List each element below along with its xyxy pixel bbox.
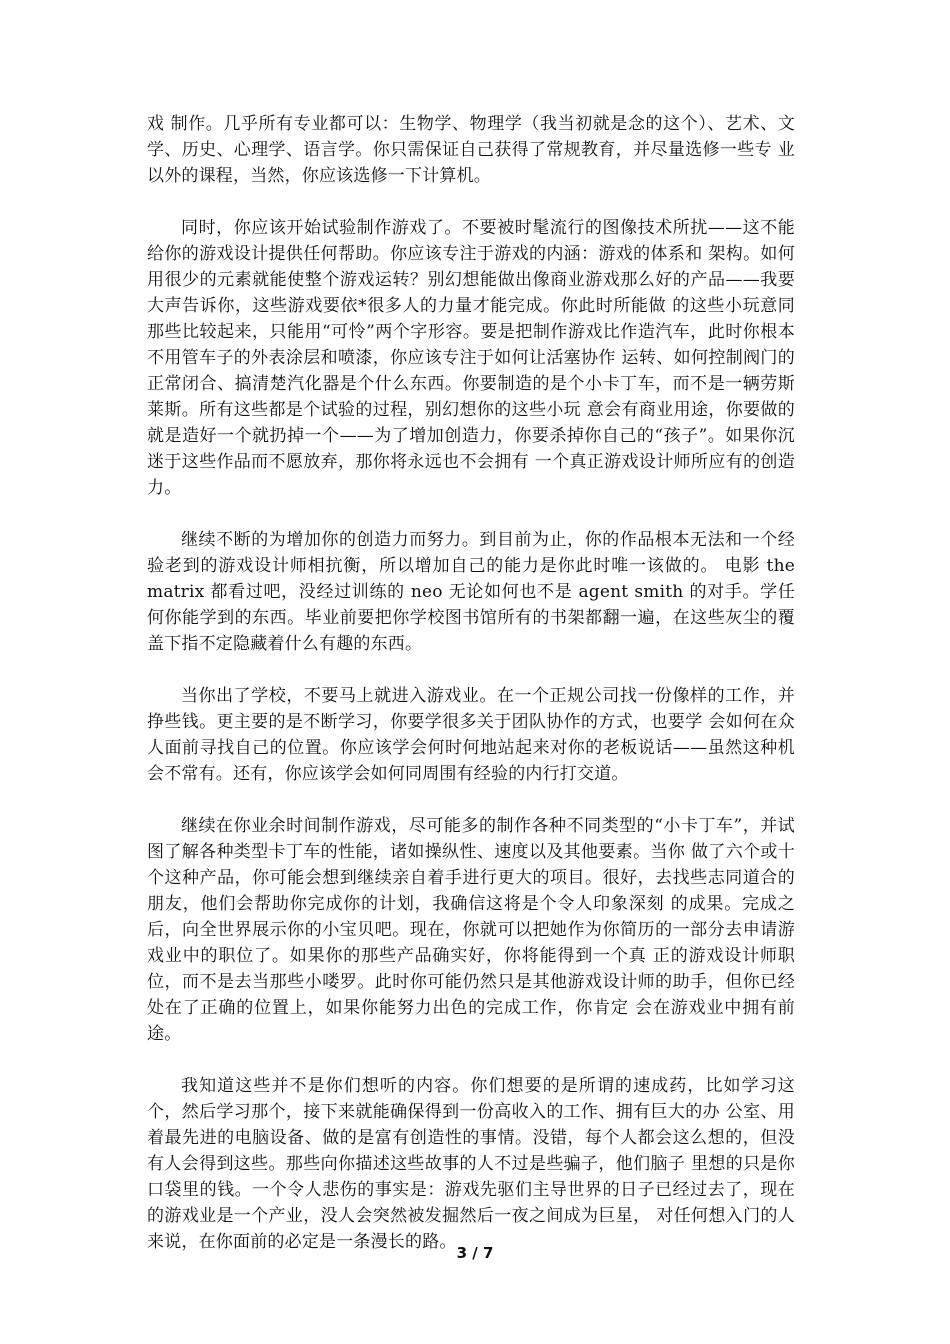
paragraph-2: 同时，你应该开始试验制作游戏了。不要被时髦流行的图像技术所扰——这不能给你的游戏设计提供任何帮助。你应该专注于游戏的内涵：游戏的体系和 架构。如何用很少的元素就能使整个游戏运转？别幻想能做出像商业游戏那么好的产品——我要大声告诉你，这些游戏要依*很多人的力量才能完成。你此时所能做 的这些小玩意同那些比较起来，只能用“可怜”两个字形容。要是把制作游戏比作造汽车，此时你根本不用管车子的外表涂层和喷漆，你应该专注于如何让活塞协作 运转、如何控制阀门的正常闭合、搞清楚汽化器是个什么东西。你要制造的是个小卡丁车，而不是一辆劳斯莱斯。所有这些都是个试验的过程，别幻想你的这些小玩 意会有商业用途，你要做的就是造好一个就扔掉一个——为了增加创造力，你要杀掉你自己的“孩子”。如果你沉迷于这些作品而不愿放弃，那你将永远也不会拥有 一个真正游戏设计师所应有的创造力。	[147, 218, 795, 498]
page-number: 3 / 7	[456, 1244, 494, 1262]
paragraph-3: 继续不断的为增加你的创造力而努力。到目前为止，你的作品根本无法和一个经验老到的游戏设计师相抗衡，所以增加自己的能力是你此时唯一该做的。 电影 the matrix 都看过吧，没经过训练的 neo 无论如何也不是 agent smith 的对手。学任何你能学到的东西。毕业前要把你学校图书馆所有的书架都翻一遍，在这些灰尘的覆盖下指不定隐藏着什么有趣的东西。	[147, 530, 795, 654]
body-text	[147, 111, 795, 1281]
paragraph-4: 当你出了学校，不要马上就进入游戏业。在一个正规公司找一份像样的工作，并挣些钱。更主要的是不断学习，你要学很多关于团队协作的方式，也要学 会如何在众人面前寻找自己的位置。你应该学会何时何地站起来对你的老板说话——虽然这种机会不常有。还有，你应该学会如何同周围有经验的内行打交道。	[147, 686, 795, 784]
paragraph-5: 继续在你业余时间制作游戏，尽可能多的制作各种不同类型的“小卡丁车”，并试图了解各种类型卡丁车的性能，诸如操纵性、速度以及其他要素。当你 做了六个或十个这种产品，你可能会想到继续亲自着手进行更大的项目。很好，去找些志同道合的朋友，他们会帮助你完成你的计划，我确信这将是个令人印象深刻 的成果。完成之后，向全世界展示你的小宝贝吧。现在，你就可以把她作为你简历的一部分去申请游戏业中的职位了。如果你的那些产品确实好，你将能得到一个真 正的游戏设计师职位，而不是去当那些小喽罗。此时你可能仍然只是其他游戏设计师的助手，但你已经处在了正确的位置上，如果你能努力出色的完成工作，你肯定 会在游戏业中拥有前途。	[147, 816, 795, 1044]
paragraph-1: 戏 制作。几乎所有专业都可以：生物学、物理学（我当初就是念的这个）、艺术、文学、历史、心理学、语言学。你只需保证自己获得了常规教育，并尽量选修一些专 业以外的课程，当然，你应该选修一下计算机。	[147, 114, 795, 186]
paragraph-6: 我知道这些并不是你们想听的内容。你们想要的是所谓的速成药，比如学习这个，然后学习那个，接下来就能确保得到一份高收入的工作、拥有巨大的办 公室、用着最先进的电脑设备、做的是富有创造性的事情。没错，每个人都会这么想的，但没有人会得到这些。那些向你描述这些故事的人不过是些骗子，他们脑子 里想的只是你口袋里的钱。一个令人悲伤的事实是：游戏先驱们主导世界的日子已经过去了，现在的游戏业是一个产业，没人会突然被发掘然后一夜之间成为巨星， 对任何想入门的人来说，在你面前的必定是一条漫长的路。	[147, 1076, 795, 1252]
